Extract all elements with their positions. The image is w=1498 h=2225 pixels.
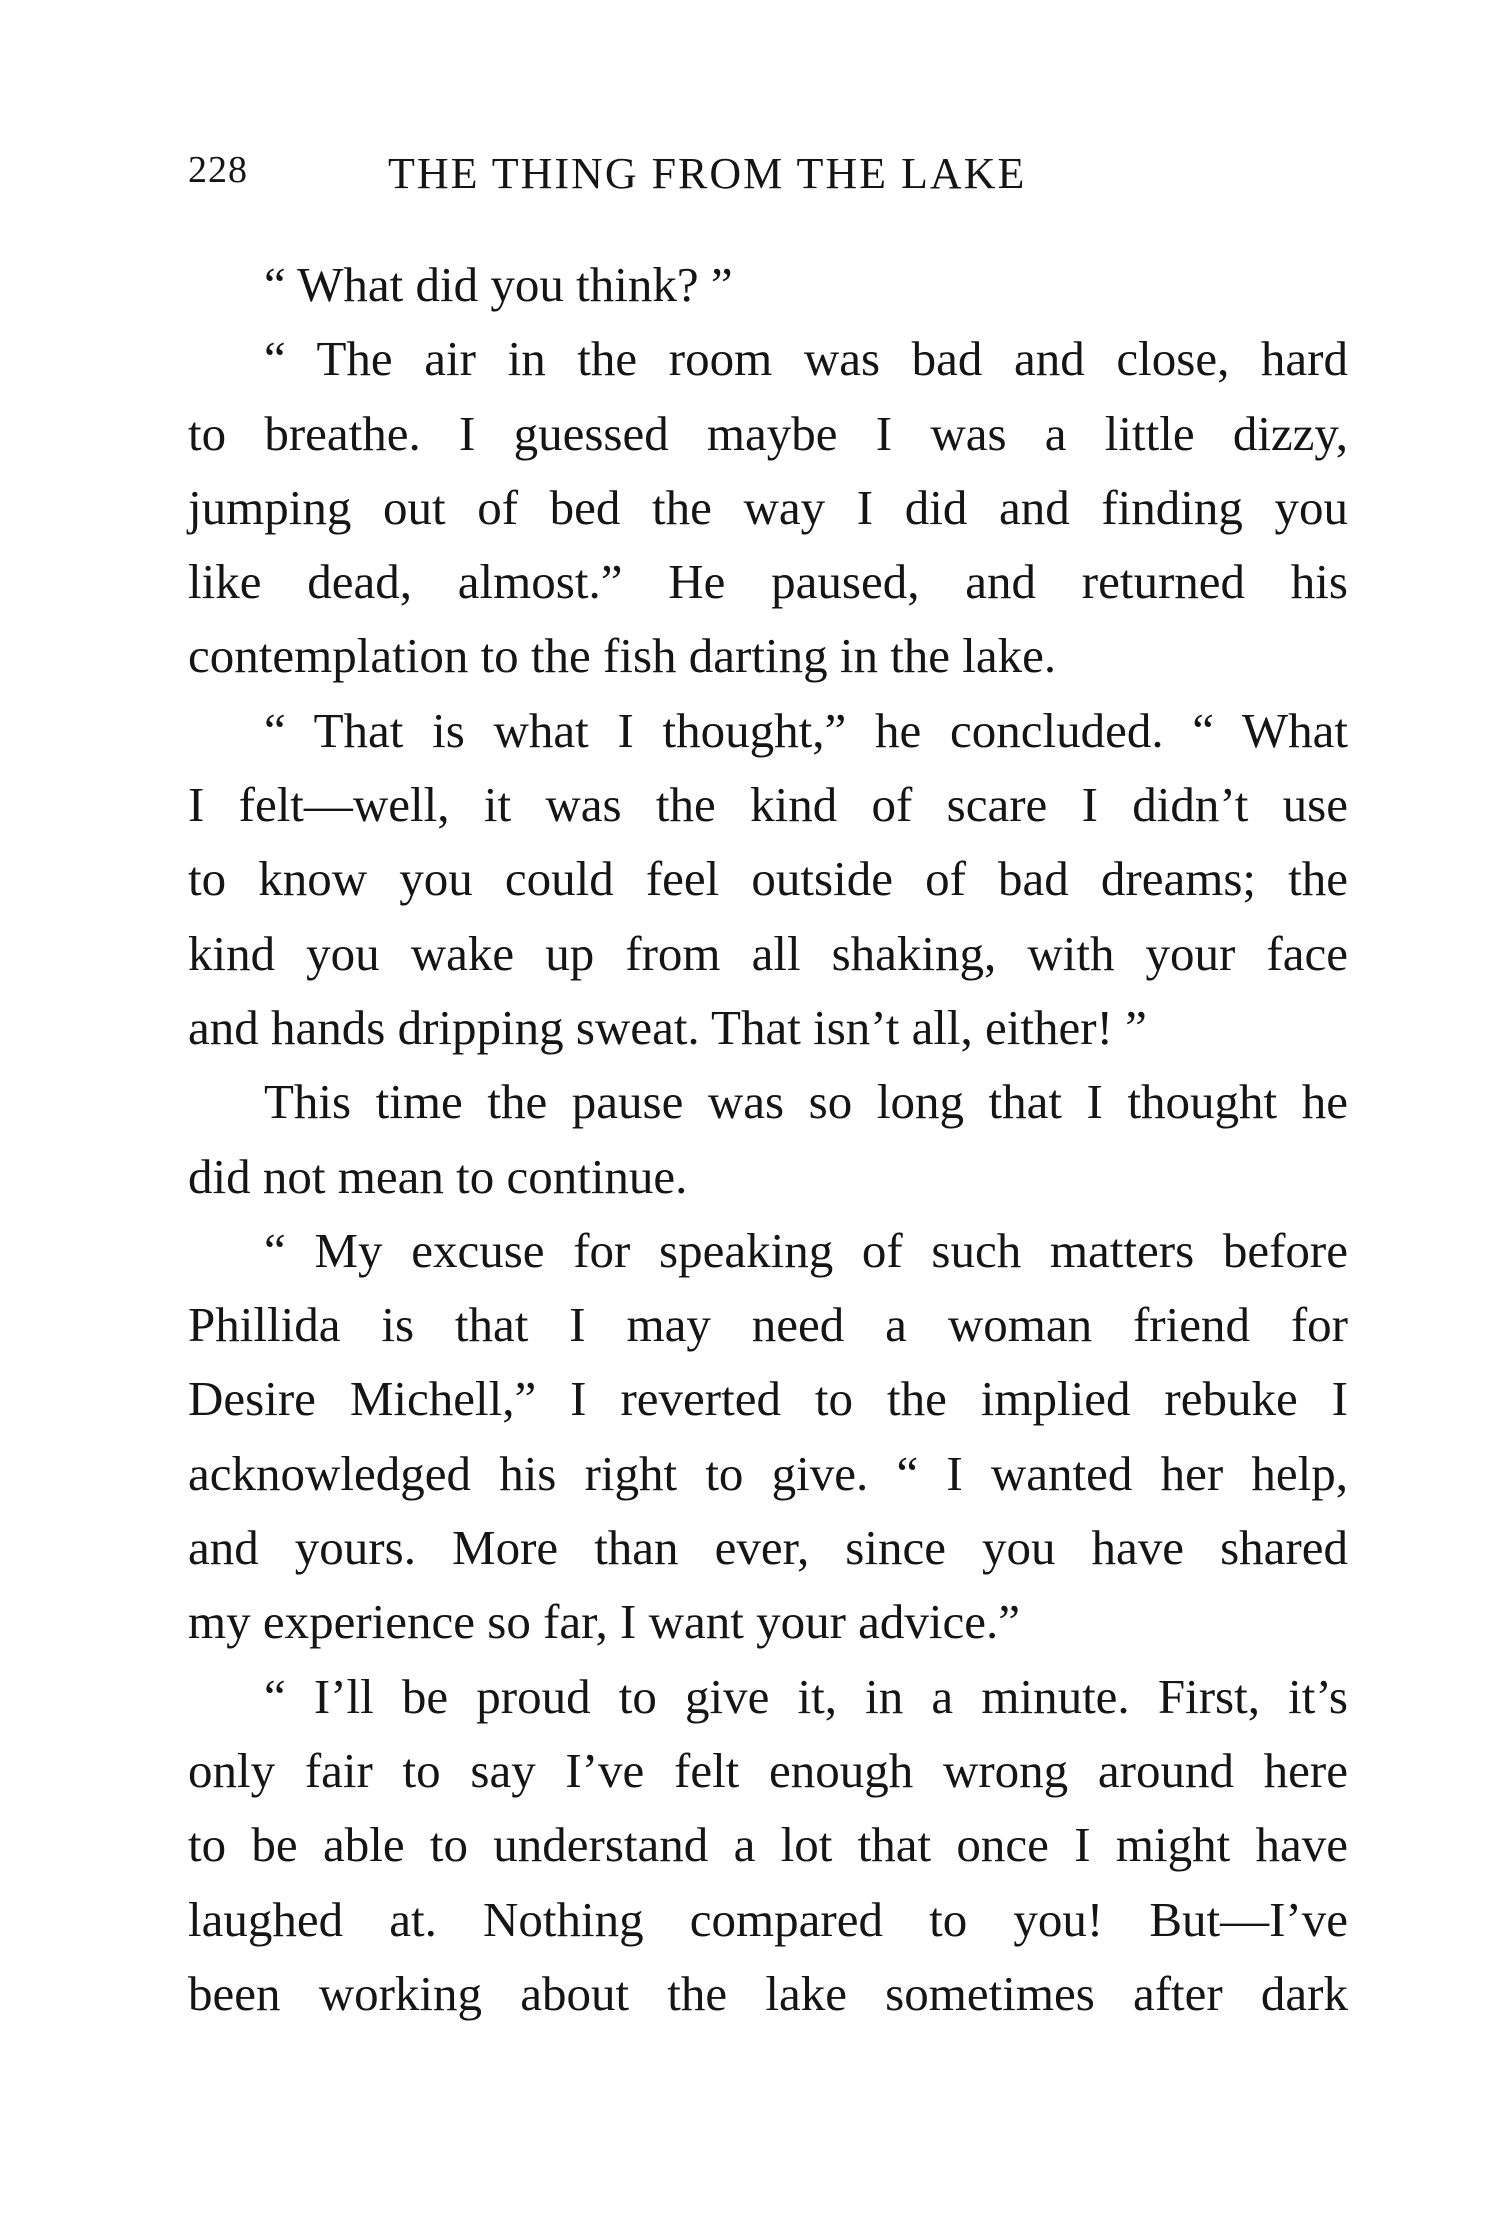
text-line: acknowledged his right to give. “ I wanted her help,: [188, 1445, 1348, 1501]
text-line: like dead, almost.” He paused, and returned his: [188, 554, 1348, 610]
text-line: kind you wake up from all shaking, with your face: [188, 925, 1348, 981]
text-line: to know you could feel outside of bad dreams; the: [188, 851, 1348, 907]
text-line: “ The air in the room was bad and close, hard: [264, 331, 1348, 387]
text-line: “ I’ll be proud to give it, in a minute. First, it’s: [264, 1668, 1348, 1724]
text-line: “ That is what I thought,” he concluded. “ What: [264, 702, 1348, 758]
text-line: I felt—well, it was the kind of scare I didn’t use: [188, 777, 1348, 833]
text-line: to breathe. I guessed maybe I was a little dizzy,: [188, 405, 1348, 461]
text-line: did not mean to continue.: [188, 1148, 688, 1204]
text-line: This time the pause was so long that I thought he: [264, 1074, 1348, 1130]
text-line: “ What did you think? ”: [264, 257, 733, 312]
text-line: contemplation to the fish darting in the lake.: [188, 628, 1057, 684]
page-header: [188, 148, 1368, 208]
text-line: Desire Michell,” I reverted to the implied rebuke I: [188, 1371, 1348, 1427]
text-line: only fair to say I’ve felt enough wrong around here: [188, 1742, 1348, 1798]
text-line: jumping out of bed the way I did and finding you: [188, 479, 1348, 535]
text-line: to be able to understand a lot that once I might have: [188, 1817, 1348, 1873]
text-line: my experience so far, I want your advice.”: [188, 1594, 1021, 1650]
body-text: [188, 248, 1348, 2031]
text-line: Phillida is that I may need a woman friend for: [188, 1297, 1348, 1353]
text-line: been working about the lake sometimes after dark: [188, 1965, 1348, 2021]
page-number: 228: [188, 149, 248, 191]
text-line: “ My excuse for speaking of such matters before: [264, 1222, 1348, 1278]
text-line: laughed at. Nothing compared to you! But—I’ve: [188, 1891, 1348, 1947]
text-line: and yours. More than ever, since you have shared: [188, 1520, 1348, 1576]
text-line: and hands dripping sweat. That isn’t all, either! ”: [188, 999, 1147, 1055]
running-title: THE THING FROM THE LAKE: [388, 149, 1027, 198]
